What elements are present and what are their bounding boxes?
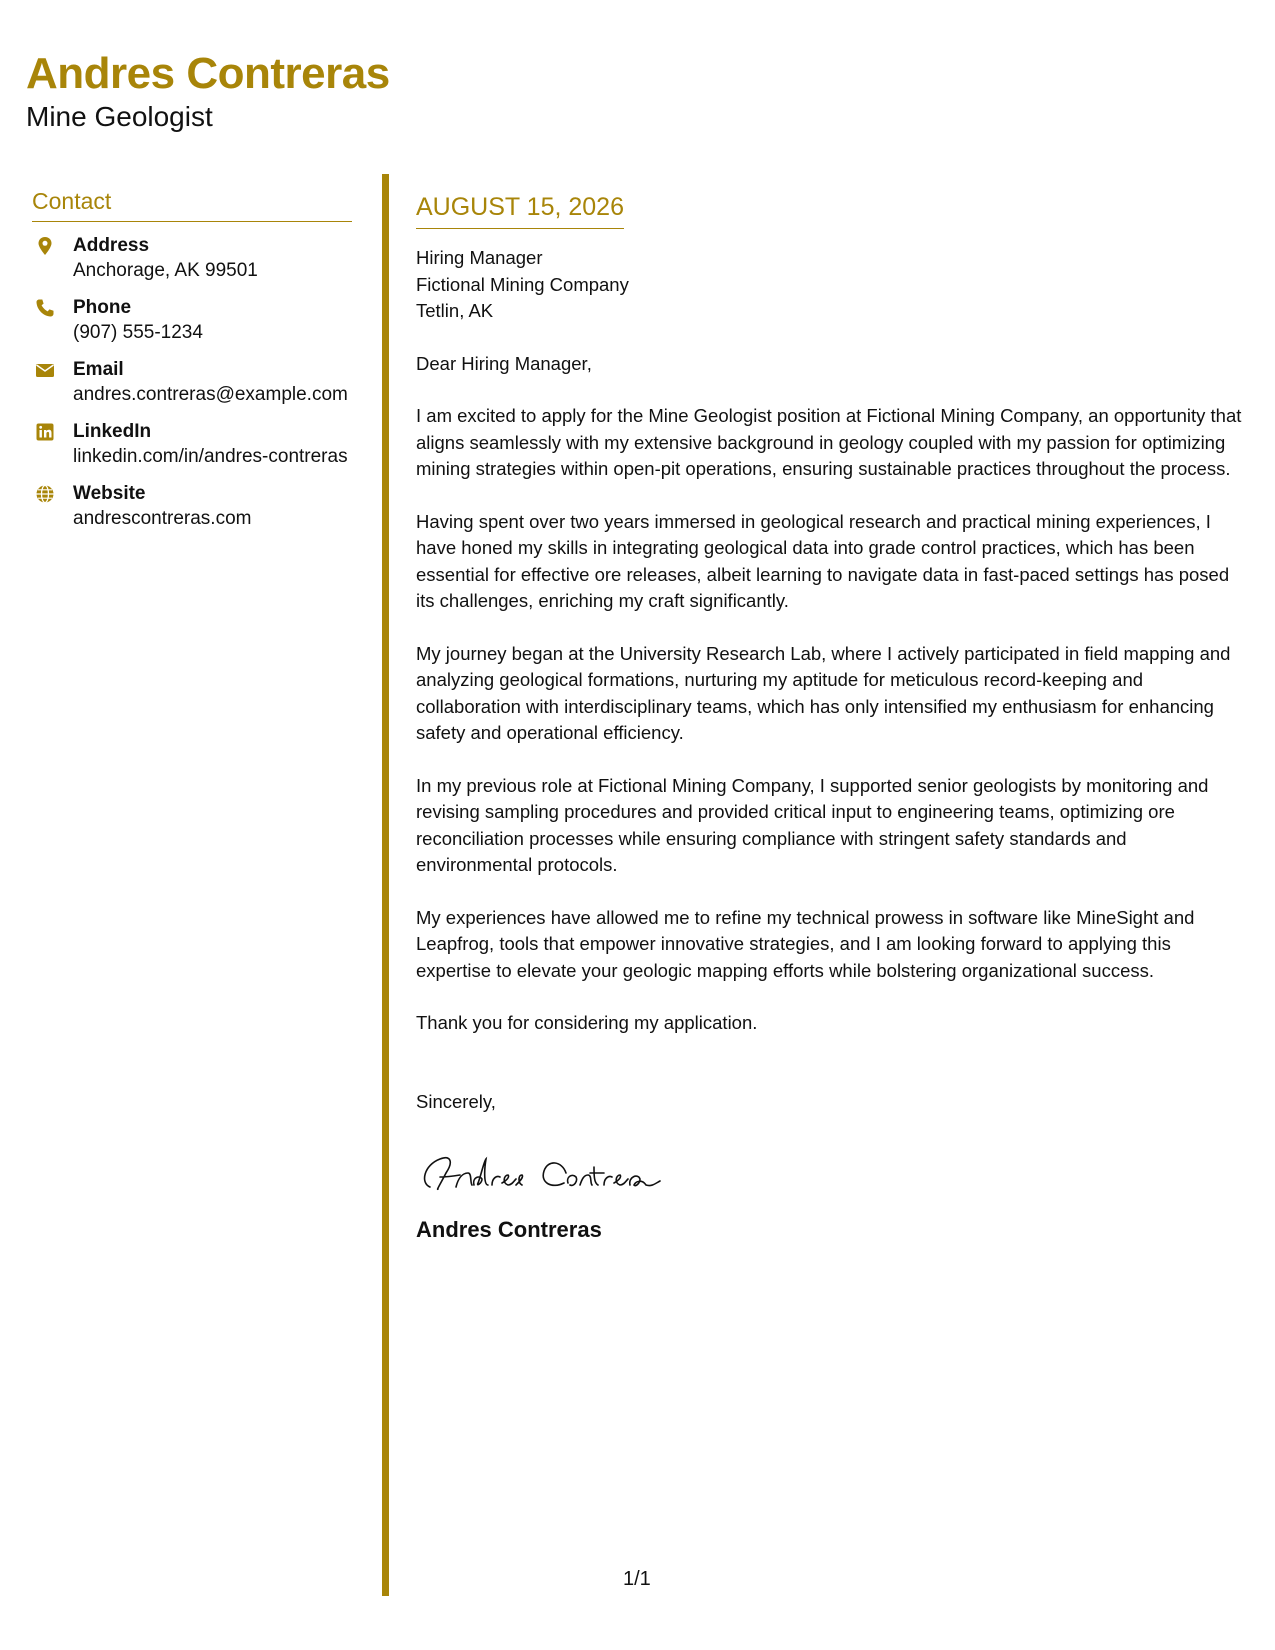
letter-date: AUGUST 15, 2026 — [416, 192, 624, 229]
contact-value: andres.contreras@example.com — [73, 384, 348, 405]
paragraph: In my previous role at Fictional Mining Company, I supported senior geologists by monitoring and revising sampling procedures and provided critical input to engineering teams, optimizing ore reconciliation processes while ensuring compliance with stringent safety standards and environmental protocols. — [416, 774, 1209, 875]
recipient-line: Fictional Mining Company — [416, 273, 629, 295]
applicant-name: Andres Contreras — [26, 49, 390, 98]
contact-label: Phone — [73, 297, 132, 318]
signer-name: Andres Contreras — [416, 1217, 602, 1242]
contact-value: (907) 555-1234 — [73, 322, 203, 343]
contact-value[interactable]: andrescontreras.com — [73, 508, 252, 529]
handwritten-signature — [416, 1143, 1246, 1203]
recipient-line: Hiring Manager — [416, 247, 543, 268]
linkedin-icon — [35, 422, 57, 444]
contact-item-linkedin — [32, 420, 352, 469]
paragraph: I am excited to apply for the Mine Geologist position at Fictional Mining Company, an opportunity that aligns seamlessly with my extensive background in geology coupled with my passion for optimizing mining strategies within open-pit operations, ensuring sustainable practices throughout the process. — [416, 405, 1242, 479]
closing: Sincerely, — [416, 1090, 496, 1112]
contact-label: Website — [73, 483, 146, 504]
contact-item-address — [32, 234, 352, 283]
contact-label: Address — [73, 235, 150, 256]
contact-value: Anchorage, AK 99501 — [73, 260, 258, 281]
phone-icon — [35, 298, 57, 320]
vertical-divider — [382, 174, 389, 1596]
contact-value[interactable]: linkedin.com/in/andres-contreras — [73, 446, 348, 467]
paragraph: My journey began at the University Research Lab, where I actively participated in field mapping and analyzing geological formations, nurturing my aptitude for meticulous record-keeping and collaboration with interdisciplinary teams, which has only intensified my enthusiasm for enhancing safety and operational efficiency. — [416, 642, 1231, 743]
paragraph: My experiences have allowed me to refine my technical prowess in software like MineSight and Leapfrog, tools that empower innovative strategies, and I am looking forward to applying this expertise to elevate your geologic mapping efforts while bolstering organizational success. — [416, 906, 1195, 981]
contact-item-phone — [32, 296, 352, 345]
recipient-block — [416, 245, 1246, 325]
contact-heading: Contact — [32, 188, 352, 222]
contact-item-website — [32, 482, 352, 531]
paragraph: Having spent over two years immersed in geological research and practical mining experiences, I have honed my skills in integrating geological data into grade control practices, which has been essential for effective ore releases, albeit learning to navigate data in fast-paced settings has posed its challenges, enriching my craft significantly. — [416, 510, 1230, 611]
envelope-icon — [35, 360, 57, 382]
contact-label: Email — [73, 359, 124, 380]
map-pin-icon — [35, 236, 57, 258]
letter-body — [416, 192, 1246, 1244]
job-title: Mine Geologist — [26, 101, 213, 132]
paragraph: Thank you for considering my application. — [416, 1012, 758, 1033]
letter-header — [26, 48, 390, 134]
salutation: Dear Hiring Manager, — [416, 352, 592, 374]
recipient-line: Tetlin, AK — [416, 300, 494, 321]
page-number: 1/1 — [623, 1568, 651, 1590]
globe-icon — [35, 484, 57, 506]
contact-item-email — [32, 358, 352, 407]
contact-sidebar — [32, 188, 352, 544]
contact-label: LinkedIn — [73, 421, 152, 442]
